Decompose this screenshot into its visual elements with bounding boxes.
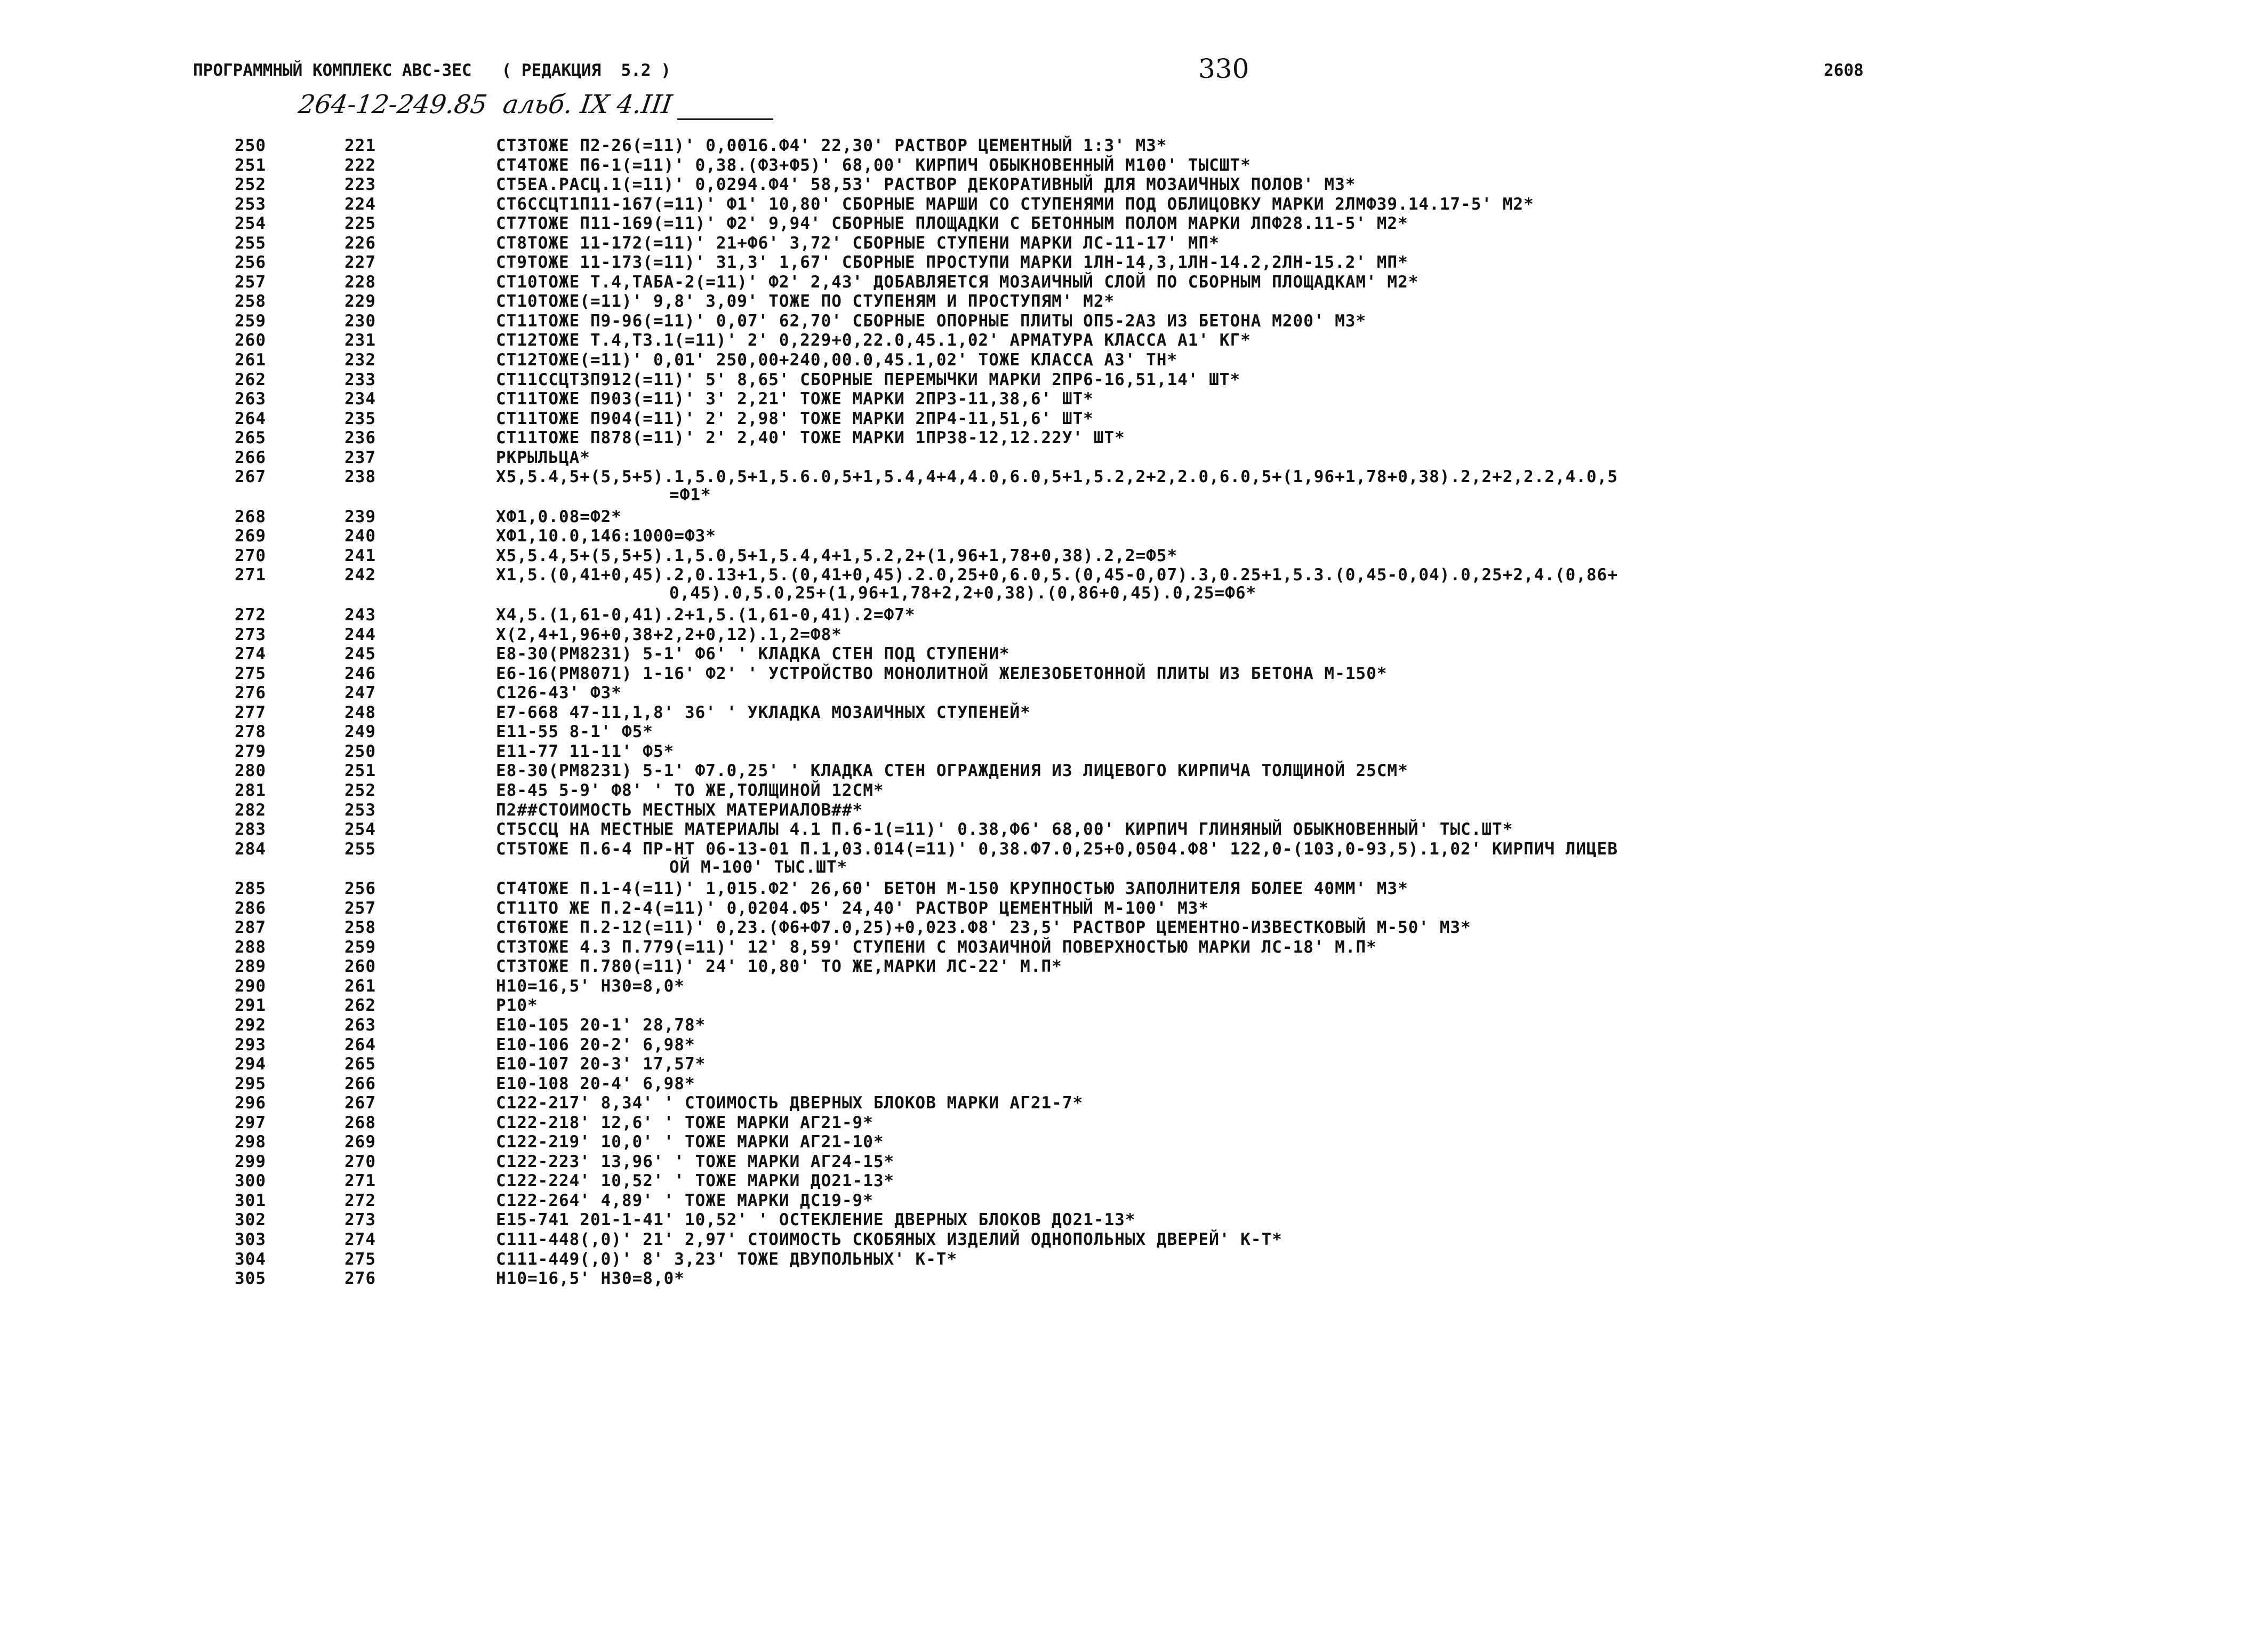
record-text — [496, 762, 2096, 780]
record-number: 263 — [344, 1015, 376, 1035]
record-number: 265 — [344, 1054, 376, 1074]
record-text — [496, 918, 2096, 937]
record-text — [496, 195, 2096, 213]
record-text-line: СТ11ТОЖЕ П878(=11)' 2' 2,40' ТОЖЕ МАРКИ 1ПР38-12,12.22У' ШТ* — [496, 428, 1125, 448]
record-number: 253 — [344, 800, 376, 820]
record-number: 235 — [344, 409, 376, 428]
listing-row — [0, 684, 2268, 702]
line-sequence-number: 269 — [235, 526, 266, 546]
record-text-line: Н10=16,5' Н30=8,0* — [496, 1269, 685, 1289]
record-text — [496, 312, 2096, 330]
record-number: 222 — [344, 155, 376, 175]
record-text — [496, 1192, 2096, 1210]
record-text — [496, 1172, 2096, 1190]
record-text-line: СТ3ТОЖЕ 4.3 П.779(=11)' 12' 8,59' СТУПЕНИ С МОЗАИЧНОЙ ПОВЕРХНОСТЬЮ МАРКИ ЛС-18' М.П* — [496, 937, 1377, 957]
line-sequence-number: 303 — [235, 1229, 266, 1249]
handwritten-note: 264-12-249.85 альб. IX 4.III — [296, 90, 674, 119]
listing-row — [0, 996, 2268, 1014]
line-sequence-number: 265 — [235, 428, 266, 448]
record-number: 221 — [344, 136, 376, 155]
record-text — [496, 547, 2096, 565]
line-sequence-number: 257 — [235, 272, 266, 292]
record-number: 232 — [344, 350, 376, 370]
record-text — [496, 645, 2096, 663]
line-sequence-number: 268 — [235, 507, 266, 526]
line-sequence-number: 267 — [235, 467, 266, 487]
record-text — [496, 1036, 2096, 1054]
record-text-line: Е10-105 20-1' 28,78* — [496, 1015, 706, 1035]
record-text-line: Е10-108 20-4' 6,98* — [496, 1074, 695, 1093]
record-text-line: Е15-741 201-1-41' 10,52' ' ОСТЕКЛЕНИЕ ДВЕРНЫХ БЛОКОВ ДО21-13* — [496, 1210, 1136, 1230]
line-sequence-number: 259 — [235, 311, 266, 331]
record-number: 227 — [344, 253, 376, 273]
listing-row — [0, 1094, 2268, 1112]
record-number: 240 — [344, 526, 376, 546]
line-sequence-number: 270 — [235, 546, 266, 565]
record-text-line: С122-217' 8,34' ' СТОИМОСТЬ ДВЕРНЫХ БЛОКОВ МАРКИ АГ21-7* — [496, 1093, 1084, 1113]
record-number: 248 — [344, 702, 376, 722]
record-text-line: Х5,5.4,5+(5,5+5).1,5.0,5+1,5.6.0,5+1,5.4,4+4,4.0,6.0,5+1,5.2,2+2,2.0,6.0,5+(1,96+1,78+0,38).2,2+2,2.2,4.0,5 — [496, 467, 1618, 487]
record-number: 249 — [344, 722, 376, 742]
listing-row — [0, 410, 2268, 428]
record-text — [496, 331, 2096, 349]
record-text-line: Е6-16(РМ8071) 1-16' Ф2' ' УСТРОЙСТВО МОНОЛИТНОЙ ЖЕЛЕЗОБЕТОННОЙ ПЛИТЫ ИЗ БЕТОНА М-150* — [496, 664, 1388, 683]
record-text-continuation: ОЙ М-100' ТЫС.ШТ* — [669, 857, 848, 877]
record-number: 242 — [344, 565, 376, 585]
line-sequence-number: 271 — [235, 565, 266, 585]
record-text-line: СТ9ТОЖЕ 11-173(=11)' 31,3' 1,67' СБОРНЫЕ ПРОСТУПИ МАРКИ 1ЛН-14,3,1ЛН-14.2,2ЛН-15.2' МП* — [496, 253, 1408, 273]
record-text-line: Р10* — [496, 996, 538, 1016]
line-sequence-number: 301 — [235, 1190, 266, 1210]
record-number: 264 — [344, 1035, 376, 1054]
listing-row — [0, 1231, 2268, 1249]
record-text — [496, 626, 2096, 644]
line-sequence-number: 261 — [235, 350, 266, 370]
record-text-line: СТ6ССЦТ1П11-167(=11)' Ф1' 10,80' СБОРНЫЕ МАРШИ СО СТУПЕНЯМИ ПОД ОБЛИЦОВКУ МАРКИ 2ЛМФ39.14.17-5' М2* — [496, 194, 1534, 214]
record-text — [496, 566, 2096, 602]
record-number: 273 — [344, 1210, 376, 1230]
record-text — [496, 742, 2096, 761]
record-text-line: РКРЫЛЬЦА* — [496, 448, 590, 467]
record-text-line: СТ12ТОЖЕ(=11)' 0,01' 250,00+240,00.0,45.1,02' ТОЖЕ КЛАССА А3' ТН* — [496, 350, 1178, 370]
line-sequence-number: 258 — [235, 292, 266, 311]
line-sequence-number: 296 — [235, 1093, 266, 1113]
record-text-line: Н10=16,5' Н30=8,0* — [496, 976, 685, 996]
record-text — [496, 527, 2096, 545]
record-text-line: С111-449(,0)' 8' 3,23' ТОЖЕ ДВУПОЛЬНЫХ' К-Т* — [496, 1249, 958, 1269]
listing-row — [0, 704, 2268, 722]
record-text-line: СТ10ТОЖЕ Т.4,ТАБА-2(=11)' Ф2' 2,43' ДОБАВЛЯЕТСЯ МОЗАИЧНЫЙ СЛОЙ ПО СБОРНЫМ ПЛОЩАДКАМ' М2* — [496, 272, 1419, 292]
listing-row — [0, 390, 2268, 408]
record-text-line: Е10-107 20-3' 17,57* — [496, 1054, 706, 1074]
page-number: 330 — [1198, 53, 1249, 84]
record-text — [496, 175, 2096, 194]
record-number: 224 — [344, 194, 376, 214]
record-text-line: Х5,5.4,5+(5,5+5).1,5.0,5+1,5.4,4+1,5.2,2+(1,96+1,78+0,38).2,2=Ф5* — [496, 546, 1178, 565]
listing-row — [0, 351, 2268, 369]
line-sequence-number: 251 — [235, 155, 266, 175]
listing-row — [0, 606, 2268, 624]
document-code: 2608 — [1824, 61, 1864, 80]
record-number: 275 — [344, 1249, 376, 1269]
record-number: 247 — [344, 683, 376, 703]
line-sequence-number: 284 — [235, 839, 266, 859]
listing-row — [0, 626, 2268, 644]
record-text — [496, 801, 2096, 819]
record-text — [496, 429, 2096, 447]
record-text — [496, 1055, 2096, 1073]
record-text — [496, 684, 2096, 702]
record-text-line: С122-218' 12,6' ' ТОЖЕ МАРКИ АГ21-9* — [496, 1113, 873, 1132]
listing-row — [0, 1250, 2268, 1268]
record-text-line: Х4,5.(1,61-0,41).2+1,5.(1,61-0,41).2=Ф7* — [496, 605, 916, 625]
record-number: 269 — [344, 1132, 376, 1152]
record-text-line: Е11-77 11-11' Ф5* — [496, 741, 675, 761]
listing-row — [0, 1055, 2268, 1073]
record-text-line: ХФ1,0.08=Ф2* — [496, 507, 622, 526]
line-sequence-number: 302 — [235, 1210, 266, 1230]
line-sequence-number: 283 — [235, 820, 266, 840]
record-number: 258 — [344, 918, 376, 938]
record-text — [496, 977, 2096, 995]
record-text-line: П2##СТОИМОСТЬ МЕСТНЫХ МАТЕРИАЛОВ##* — [496, 800, 863, 820]
record-number: 251 — [344, 761, 376, 781]
record-text-line: СТ7ТОЖЕ П11-169(=11)' Ф2' 9,94' СБОРНЫЕ ПЛОЩАДКИ С БЕТОННЫМ ПОЛОМ МАРКИ ЛПФ28.11-5' М2* — [496, 214, 1408, 234]
record-text-line: СТ11ТО ЖЕ П.2-4(=11)' 0,0204.Ф5' 24,40' РАСТВОР ЦЕМЕНТНЫЙ М-100' М3* — [496, 898, 1209, 918]
record-text-line: СТ11ТОЖЕ П903(=11)' 3' 2,21' ТОЖЕ МАРКИ 2ПР3-11,38,6' ШТ* — [496, 389, 1094, 409]
line-sequence-number: 287 — [235, 918, 266, 938]
record-text-line: СТ5ССЦ НА МЕСТНЫЕ МАТЕРИАЛЫ 4.1 П.6-1(=11)' 0.38,Ф6' 68,00' КИРПИЧ ГЛИНЯНЫЙ ОБЫКНОВЕННЫЙ' ТЫС.ШТ* — [496, 820, 1513, 840]
record-text-line: Е7-668 47-11,1,8' 36' ' УКЛАДКА МОЗАИЧНЫХ СТУПЕНЕЙ* — [496, 702, 1031, 722]
record-number: 241 — [344, 546, 376, 565]
record-text — [496, 1211, 2096, 1229]
listing-row — [0, 1153, 2268, 1171]
line-sequence-number: 305 — [235, 1269, 266, 1289]
record-text — [496, 1094, 2096, 1112]
line-sequence-number: 288 — [235, 937, 266, 957]
listing-row — [0, 214, 2268, 233]
record-text — [496, 996, 2096, 1014]
listing-row — [0, 762, 2268, 780]
listing-row — [0, 331, 2268, 349]
line-sequence-number: 253 — [235, 194, 266, 214]
record-number: 230 — [344, 311, 376, 331]
record-text-line: Е8-30(РМ8231) 5-1' Ф6' ' КЛАДКА СТЕН ПОД СТУПЕНИ* — [496, 644, 1010, 664]
record-text-continuation: =Ф1* — [669, 485, 711, 505]
record-number: 271 — [344, 1171, 376, 1191]
record-text-line: СТ4ТОЖЕ П6-1(=11)' 0,38.(Ф3+Ф5)' 68,00' КИРПИЧ ОБЫКНОВЕННЫЙ М100' ТЫСШТ* — [496, 155, 1251, 175]
line-sequence-number: 256 — [235, 253, 266, 273]
listing-row — [0, 1269, 2268, 1288]
listing-row — [0, 665, 2268, 683]
line-sequence-number: 293 — [235, 1035, 266, 1054]
line-sequence-number: 285 — [235, 879, 266, 899]
line-sequence-number: 254 — [235, 214, 266, 234]
record-text-line: Е11-55 8-1' Ф5* — [496, 722, 653, 742]
record-text — [496, 1016, 2096, 1034]
record-text — [496, 273, 2096, 291]
record-text — [496, 390, 2096, 408]
record-number: 234 — [344, 389, 376, 409]
line-sequence-number: 295 — [235, 1074, 266, 1093]
record-text-line: С122-224' 10,52' ' ТОЖЕ МАРКИ ДО21-13* — [496, 1171, 895, 1191]
record-text — [496, 723, 2096, 741]
listing-row — [0, 645, 2268, 663]
record-number: 267 — [344, 1093, 376, 1113]
record-text-line: С111-448(,0)' 21' 2,97' СТОИМОСТЬ СКОБЯНЫХ ИЗДЕЛИЙ ОДНОПОЛЬНЫХ ДВЕРЕЙ' К-Т* — [496, 1229, 1283, 1249]
line-sequence-number: 250 — [235, 136, 266, 155]
line-sequence-number: 274 — [235, 644, 266, 664]
record-number: 250 — [344, 741, 376, 761]
record-text — [496, 781, 2096, 800]
listing-row — [0, 566, 2268, 604]
line-sequence-number: 276 — [235, 683, 266, 703]
program-title: ПРОГРАММНЫЙ КОМПЛЕКС АВС-3ЕС ( РЕДАКЦИЯ 5.2 ) — [193, 61, 671, 80]
listing-row — [0, 292, 2268, 310]
record-number: 233 — [344, 370, 376, 389]
listing-row — [0, 918, 2268, 937]
listing-row — [0, 468, 2268, 506]
record-number: 229 — [344, 292, 376, 311]
line-sequence-number: 294 — [235, 1054, 266, 1074]
record-text-line: С126-43' Ф3* — [496, 683, 622, 703]
record-text — [496, 1114, 2096, 1132]
line-sequence-number: 286 — [235, 898, 266, 918]
record-number: 254 — [344, 820, 376, 840]
record-number: 261 — [344, 976, 376, 996]
line-sequence-number: 282 — [235, 800, 266, 820]
listing-row — [0, 1075, 2268, 1093]
record-number: 256 — [344, 879, 376, 899]
listing-row — [0, 508, 2268, 526]
line-sequence-number: 277 — [235, 702, 266, 722]
record-number: 262 — [344, 996, 376, 1016]
record-number: 239 — [344, 507, 376, 526]
listing-row — [0, 234, 2268, 252]
record-text — [496, 156, 2096, 174]
record-text — [496, 253, 2096, 271]
record-text-line: Х(2,4+1,96+0,38+2,2+0,12).1,2=Ф8* — [496, 625, 842, 644]
listing-row — [0, 312, 2268, 330]
listing-row — [0, 742, 2268, 761]
line-sequence-number: 252 — [235, 175, 266, 195]
program-listing — [0, 137, 2268, 1625]
listing-row — [0, 820, 2268, 838]
record-text — [496, 1153, 2096, 1171]
record-text — [496, 1075, 2096, 1093]
listing-row — [0, 1133, 2268, 1151]
listing-row — [0, 195, 2268, 213]
record-text — [496, 508, 2096, 526]
listing-row — [0, 781, 2268, 800]
record-number: 272 — [344, 1190, 376, 1210]
listing-row — [0, 801, 2268, 819]
page-header — [193, 53, 2102, 90]
record-text — [496, 214, 2096, 233]
line-sequence-number: 273 — [235, 625, 266, 644]
listing-row — [0, 1036, 2268, 1054]
record-text — [496, 938, 2096, 956]
line-sequence-number: 263 — [235, 389, 266, 409]
record-text-line: СТ12ТОЖЕ Т.4,Т3.1(=11)' 2' 0,229+0,22.0,45.1,02' АРМАТУРА КЛАССА А1' КГ* — [496, 331, 1251, 350]
listing-row — [0, 1016, 2268, 1034]
listing-row — [0, 1211, 2268, 1229]
record-text-continuation: 0,45).0,5.0,25+(1,96+1,78+2,2+0,38).(0,86+0,45).0,25=Ф6* — [669, 584, 1257, 603]
record-text — [496, 351, 2096, 369]
record-text — [496, 665, 2096, 683]
listing-row — [0, 429, 2268, 447]
record-text-line: С122-264' 4,89' ' ТОЖЕ МАРКИ ДС19-9* — [496, 1190, 873, 1210]
line-sequence-number: 279 — [235, 741, 266, 761]
listing-row — [0, 253, 2268, 271]
record-text-line: СТ11ТОЖЕ П9-96(=11)' 0,07' 62,70' СБОРНЫЕ ОПОРНЫЕ ПЛИТЫ ОП5-2А3 ИЗ БЕТОНА М200' М3* — [496, 311, 1367, 331]
record-text — [496, 840, 2096, 876]
record-text-line: ХФ1,10.0,146:1000=Ф3* — [496, 526, 716, 546]
listing-row — [0, 449, 2268, 467]
line-sequence-number: 299 — [235, 1152, 266, 1171]
listing-row — [0, 175, 2268, 194]
record-number: 228 — [344, 272, 376, 292]
record-text-line: СТ5ЕА.РАСЦ.1(=11)' 0,0294.Ф4' 58,53' РАСТВОР ДЕКОРАТИВНЫЙ ДЛЯ МОЗАИЧНЫХ ПОЛОВ' М3* — [496, 175, 1356, 195]
line-sequence-number: 278 — [235, 722, 266, 742]
line-sequence-number: 300 — [235, 1171, 266, 1191]
line-sequence-number: 255 — [235, 233, 266, 253]
line-sequence-number: 266 — [235, 448, 266, 467]
line-sequence-number: 262 — [235, 370, 266, 389]
record-text-line: СТ5ТОЖЕ П.6-4 ПР-НТ 06-13-01 П.1,03.014(=11)' 0,38.Ф7.0,25+0,0504.Ф8' 122,0-(103,0-93,5).1,02' КИРПИЧ ЛИЦЕВ — [496, 839, 1618, 859]
record-text — [496, 1269, 2096, 1288]
record-text-line: СТ4ТОЖЕ П.1-4(=11)' 1,015.Ф2' 26,60' БЕТОН М-150 КРУПНОСТЬЮ ЗАПОЛНИТЕЛЯ БОЛЕЕ 40ММ' М3* — [496, 879, 1408, 899]
record-number: 244 — [344, 625, 376, 644]
record-number: 257 — [344, 898, 376, 918]
record-text — [496, 820, 2096, 838]
line-sequence-number: 272 — [235, 605, 266, 625]
record-text — [496, 704, 2096, 722]
line-sequence-number: 264 — [235, 409, 266, 428]
listing-row — [0, 1172, 2268, 1190]
record-number: 243 — [344, 605, 376, 625]
record-number: 231 — [344, 331, 376, 350]
record-number: 274 — [344, 1229, 376, 1249]
record-text-line: Е8-45 5-9' Ф8' ' ТО ЖЕ,ТОЛЩИНОЙ 12СМ* — [496, 780, 884, 800]
listing-row — [0, 938, 2268, 956]
record-text — [496, 1133, 2096, 1151]
record-number: 255 — [344, 839, 376, 859]
line-sequence-number: 280 — [235, 761, 266, 781]
record-number: 266 — [344, 1074, 376, 1093]
line-sequence-number: 260 — [235, 331, 266, 350]
line-sequence-number: 290 — [235, 976, 266, 996]
listing-row — [0, 371, 2268, 389]
record-number: 252 — [344, 780, 376, 800]
record-text-line: Е8-30(РМ8231) 5-1' Ф7.0,25' ' КЛАДКА СТЕН ОГРАЖДЕНИЯ ИЗ ЛИЦЕВОГО КИРПИЧА ТОЛЩИНОЙ 25СМ* — [496, 761, 1408, 781]
record-text — [496, 468, 2096, 504]
line-sequence-number: 275 — [235, 664, 266, 683]
listing-row — [0, 547, 2268, 565]
record-text — [496, 899, 2096, 917]
record-text-line: С122-219' 10,0' ' ТОЖЕ МАРКИ АГ21-10* — [496, 1132, 884, 1152]
listing-row — [0, 899, 2268, 917]
listing-row — [0, 957, 2268, 976]
record-number: 259 — [344, 937, 376, 957]
record-text — [496, 1231, 2096, 1249]
record-text-line: Е10-106 20-2' 6,98* — [496, 1035, 695, 1054]
listing-row — [0, 156, 2268, 174]
record-text-line: СТ8ТОЖЕ 11-172(=11)' 21+Ф6' 3,72' СБОРНЫЕ СТУПЕНИ МАРКИ ЛС-11-17' МП* — [496, 233, 1220, 253]
record-number: 238 — [344, 467, 376, 487]
record-text — [496, 410, 2096, 428]
record-text-line: СТ11ТОЖЕ П904(=11)' 2' 2,98' ТОЖЕ МАРКИ 2ПР4-11,51,6' ШТ* — [496, 409, 1094, 428]
record-text-line: СТ3ТОЖЕ П.780(=11)' 24' 10,80' ТО ЖЕ,МАРКИ ЛС-22' М.П* — [496, 957, 1062, 977]
line-sequence-number: 297 — [235, 1113, 266, 1132]
record-number: 226 — [344, 233, 376, 253]
record-number: 225 — [344, 214, 376, 234]
listing-row — [0, 137, 2268, 155]
line-sequence-number: 292 — [235, 1015, 266, 1035]
line-sequence-number: 281 — [235, 780, 266, 800]
record-text — [496, 137, 2096, 155]
line-sequence-number: 298 — [235, 1132, 266, 1152]
record-text — [496, 292, 2096, 310]
record-text-line: СТ6ТОЖЕ П.2-12(=11)' 0,23.(Ф6+Ф7.0,25)+0,023.Ф8' 23,5' РАСТВОР ЦЕМЕНТНО-ИЗВЕСТКОВЫЙ М-50' М3* — [496, 918, 1471, 938]
note-underline — [677, 118, 773, 120]
record-number: 270 — [344, 1152, 376, 1171]
listing-row — [0, 840, 2268, 878]
record-number: 260 — [344, 957, 376, 977]
record-text-line: С122-223' 13,96' ' ТОЖЕ МАРКИ АГ24-15* — [496, 1152, 895, 1171]
record-text — [496, 1250, 2096, 1268]
record-text — [496, 371, 2096, 389]
record-text-line: СТ11ССЦТ3П912(=11)' 5' 8,65' СБОРНЫЕ ПЕРЕМЫЧКИ МАРКИ 2ПР6-16,51,14' ШТ* — [496, 370, 1241, 389]
record-number: 223 — [344, 175, 376, 195]
record-number: 268 — [344, 1113, 376, 1132]
record-text-line: СТ3ТОЖЕ П2-26(=11)' 0,0016.Ф4' 22,30' РАСТВОР ЦЕМЕНТНЫЙ 1:3' М3* — [496, 136, 1167, 155]
record-number: 276 — [344, 1269, 376, 1289]
record-text — [496, 449, 2096, 467]
line-sequence-number: 304 — [235, 1249, 266, 1269]
listing-row — [0, 723, 2268, 741]
listing-row — [0, 1192, 2268, 1210]
record-text — [496, 234, 2096, 252]
record-text-line: СТ10ТОЖЕ(=11)' 9,8' 3,09' ТОЖЕ ПО СТУПЕНЯМ И ПРОСТУПЯМ' М2* — [496, 292, 1115, 311]
record-number: 245 — [344, 644, 376, 664]
record-number: 237 — [344, 448, 376, 467]
listing-row — [0, 977, 2268, 995]
record-number: 236 — [344, 428, 376, 448]
listing-row — [0, 273, 2268, 291]
record-text — [496, 880, 2096, 898]
line-sequence-number: 291 — [235, 996, 266, 1016]
listing-row — [0, 880, 2268, 898]
listing-row — [0, 527, 2268, 545]
record-text — [496, 957, 2096, 976]
record-text-line: Х1,5.(0,41+0,45).2,0.13+1,5.(0,41+0,45).2.0,25+0,6.0,5.(0,45-0,07).3,0.25+1,5.3.(0,45-0,04).0,25+2,4.(0,86+ — [496, 565, 1618, 585]
record-text — [496, 606, 2096, 624]
line-sequence-number: 289 — [235, 957, 266, 977]
listing-row — [0, 1114, 2268, 1132]
record-number: 246 — [344, 664, 376, 683]
